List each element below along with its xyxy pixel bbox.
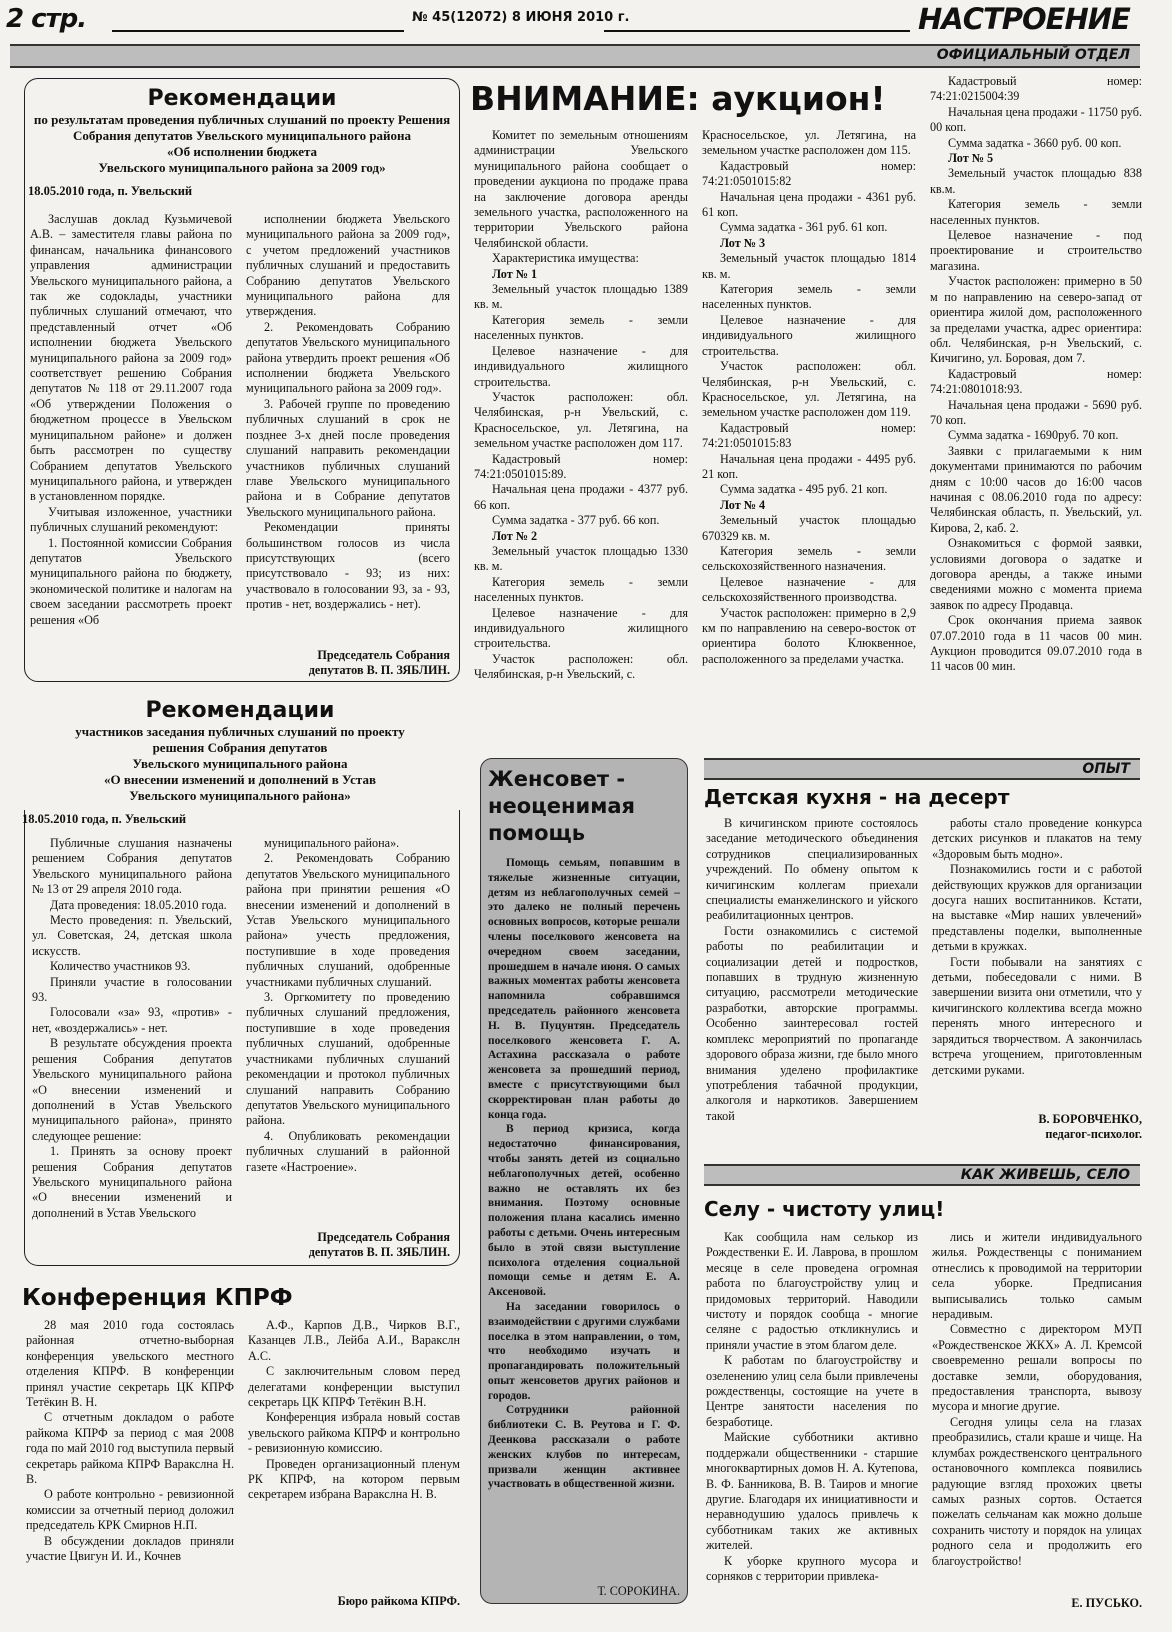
paragraph: Приняли участие в голосовании 93. <box>32 974 232 1005</box>
auction-col3 <box>930 74 1142 675</box>
auction-col1 <box>474 128 688 683</box>
paragraph: Гости побывали на занятиях с детьми, побеседовали с ними. В завершении визита они отметили, что у кичигинского коллектива всегда можно перенять много интересного и зарядиться творчеством. А закончилась встреча угощением, приготовленным детскими руками. <box>932 954 1142 1077</box>
paragraph: 3. Оргкомитету по проведению публичных слушаний предложения, поступившие в ходе проведения публичных слушаний, одобренные участниками публичных слушаний рекомендации и протокол публичных слушаний направить Собранию депутатов Увельского муниципального района. <box>246 990 450 1128</box>
paragraph: Кадастровый номер: 74:21:0501015:82 <box>702 158 916 189</box>
paragraph: Лот № 3 <box>720 235 766 250</box>
paragraph: Земельный участок площадью 670329 кв. м. <box>702 513 916 543</box>
paragraph: Лот № 4 <box>720 497 766 512</box>
paragraph: 3. Рабочей группе по проведению публичных слушаний в срок не позднее 3-х дней после проведения слушаний направить рекомендации участников публичных слушаний главе Увельского муниципального района и в Собрание депутатов Увельского муниципального района. <box>246 396 450 519</box>
opyt-bar: ОПЫТ <box>704 758 1140 780</box>
rec1-subtitle: по результатам проведения публичных слушаний по проекту Решения Собрания депутатов Увельского муниципального района «Об исполнении бюджета Увельского муниципального района за 2009 год» <box>33 112 451 175</box>
header-rule-left <box>112 30 404 32</box>
rec1-col1 <box>30 212 232 628</box>
paragraph: 1. Принять за основу проект решения Собрания депутатов Увельского муниципального района «О внесении изменений и дополнений в Устав Увельского <box>32 1144 232 1220</box>
paragraph: Дата проведения: 18.05.2010 года. <box>50 897 227 912</box>
paragraph: Категория земель - земли населенных пунктов. <box>930 197 1142 227</box>
opyt-title: Детская кухня - на десерт <box>704 785 1010 809</box>
kprf-col2 <box>248 1318 460 1503</box>
paragraph: Земельный участок площадью 838 кв.м. <box>930 166 1142 196</box>
selo-title: Селу - чистоту улиц! <box>704 1197 945 1221</box>
rec1-signature: Председатель Собрания депутатов В. П. ЗЯБЛИН. <box>308 648 450 677</box>
paragraph: Начальная цена продажи - 4377 руб. 66 коп. <box>474 482 688 512</box>
auction-col2 <box>702 128 916 667</box>
paragraph: Начальная цена продажи - 5690 руб. 70 коп. <box>930 397 1142 427</box>
header-rule-right <box>604 30 910 32</box>
zhensovet-signature: Т. СОРОКИНА. <box>597 1584 680 1598</box>
paragraph: К уборке крупного мусора и сорняков с территории привлека- <box>706 1553 918 1583</box>
section-title: ОФИЦИАЛЬНЫЙ ОТДЕЛ <box>936 47 1130 63</box>
selo-signature: Е. ПУСЬКО. <box>1071 1596 1142 1610</box>
rec2-title: Рекомендации <box>145 698 335 723</box>
paragraph: На заседании говорилось о взаимодействии с другими службами поселка в этом направлении, о том, что необходимо изучать и пропагандировать положительный опыт женсоветов других районов и городов. <box>488 1300 680 1402</box>
paragraph: Заслушав доклад Кузьмичевой А.В. – заместителя главы района по финансам, начальника финансового управления администрации Увельского муниципального района, а так же содоклады, участники публичных слушаний отмечают, что представленный отчет «Об исполнении бюджета Увельского муниципального района за 2009 год» соответствует решению Собрания депутатов № 118 от 29.11.2007 года «Об утверждении Положения о бюджетном процессе в Увельском муниципальном районе» и должен быть рассмотрен по существу Собранием депутатов Увельского муниципального района, и утвержден в установленном порядке. <box>30 212 232 504</box>
paragraph: Участок расположен: обл. Челябинская, р-н Увельский, с. <box>474 651 688 682</box>
paragraph: В период кризиса, когда недостаточно финансирования, чтобы занять детей из социально неблагополучных детей, особенно важно не оставлять их без внимания. Поэтому основные положения плана касались именно работы с детьми. Очень интересным было в этой связи выступление психолога отделения социальной помощи семье и детям Е. А. Аксеновой. <box>488 1123 680 1299</box>
paragraph: исполнении бюджета Увельского муниципального района за 2009 год», с учетом предложений участников публичных слушаний и предоставить Собранию депутатов Увельского муниципального района для утверждения. <box>246 212 450 319</box>
paragraph: Кадастровый номер: 74:21:0501015:89. <box>474 451 688 481</box>
paragraph: Целевое назначение - для индивидуального жилищного строительства. <box>474 605 688 651</box>
paragraph: А.Ф., Карпов Д.В., Чирков В.Г., Казанцев Л.В., Лейба А.И., Варакслн А.С. <box>248 1318 460 1363</box>
paragraph: 2. Рекомендовать Собранию депутатов Увельского муниципального района при принятии решения «О внесении изменений и дополнений в Устав Увельского муниципального района» учесть предложения, поступившие в ходе проведения публичных слушаний, одобренные участниками публичных слушаний. <box>246 851 450 989</box>
paragraph: Комитет по земельным отношениям администрации Увельского муниципального района сообщает о проведении аукциона по продаже права на заключение договора аренды земельного участка, расположенного на территории Увельского района Челябинской области. <box>474 128 688 250</box>
page-number: 2 стр. <box>6 4 87 34</box>
paragraph: Голосовали «за» 93, «против» - нет, «воздержались» - нет. <box>32 1005 232 1035</box>
paragraph: Сегодня улицы села на глазах преобразились, стали краше и чище. На клумбах рождественского центрального остановочного комплекса появились радующие взгляд прохожих цветы самых разных сортов. Остается пожелать сельчанам как можно дольше сохранить чистоту и порядок на улицах родного села и продолжить его благоустройство! <box>932 1414 1142 1568</box>
kprf-title: Конференция КПРФ <box>22 1285 293 1311</box>
paragraph: Рекомендации приняты большинством голосов из числа присутствующих (всего присутствовало - 93; из них: участвовало в голосовании 93, за - 93, против - нет, воздержались - нет). <box>246 520 450 612</box>
paragraph: Участок расположен: примерно в 2,9 км по направлению на северо-восток от ориентира болото Клюквенное, расположенного за пределами участка. <box>702 605 916 666</box>
rec1-col2 <box>246 212 450 613</box>
selo-col1 <box>706 1230 918 1584</box>
paragraph: В обсуждении докладов приняли участие Цвигун И. И., Кочнев <box>26 1533 234 1564</box>
opyt-col1 <box>706 816 918 1124</box>
paragraph: Проведен организационный пленум РК КПРФ, на котором первым секретарем избрана Варакслна Н. В. <box>248 1456 460 1502</box>
paragraph: Сотрудники районной библиотеки С. В. Реутова и Г. Ф. Деенкова рассказали о работе женских клубов по интересам, призвали женщин активнее участвовать в общественной жизни. <box>488 1404 680 1491</box>
rec2-col2 <box>246 836 450 1175</box>
paragraph: Участок расположен: обл. Челябинская, р-н Увельский, с. Красносельское, ул. Летягина, на земельном участке расположен дом 119. <box>702 359 916 420</box>
paragraph: Помощь семьям, попавшим в тяжелые жизненные ситуации, детям из неблагополучных семей – это далеко не полный перечень основных вопросов, которые решали члены поселкового женсовета на очередном своем заседании, прошедшем в начале июня. О самых важных моментах работы женсовета напомнила собравшимся председатель районного женсовета Н. В. Пуцунтян. Председатель поселкового женсовета Г. А. Астахина рассказала о работе женсовета за прошедший период, вместе с присутствующими был скорректирован план работы до конца года. <box>488 857 680 1121</box>
paragraph: Кадастровый номер: 74:21:0501015:83 <box>702 420 916 451</box>
rec2-signature: Председатель Собрания депутатов В. П. ЗЯБЛИН. <box>308 1230 450 1259</box>
paragraph: Сумма задатка - 1690руб. 70 коп. <box>948 428 1119 443</box>
paragraph: Земельный участок площадью 1814 кв. м. <box>702 251 916 281</box>
paragraph: лись и жители индивидуального жилья. Рождественцы с пониманием отнеслись к проводимой на территории села уборке. Предписания выписывались только самым нерадивым. <box>932 1230 1142 1322</box>
rec2-subtitle: участников заседания публичных слушаний по проекту решения Собрания депутатов Увельского муниципального района «О внесении изменений и дополнений в Устав Увельского муниципального района» <box>75 724 405 803</box>
paragraph: Характеристика имущества: <box>492 251 639 266</box>
paragraph: Красносельское, ул. Летягина, на земельном участке расположен дом 115. <box>702 128 916 158</box>
paragraph: Лот № 1 <box>492 266 538 281</box>
paragraph: Конференция избрала новый состав увельского райкома КПРФ и контрольно - ревизионную комиссию. <box>248 1410 460 1456</box>
rec1-title: Рекомендации <box>147 86 337 111</box>
section-bar <box>10 44 1140 68</box>
opyt-signature: В. БОРОВЧЕНКО, педагог-психолог. <box>1038 1112 1142 1141</box>
paragraph: Сумма задатка - 377 руб. 66 коп. <box>492 513 660 528</box>
paragraph: Срок окончания приема заявок 07.07.2010 года в 11 часов 00 мин. Аукцион проводится 09.07.2010 года в 11 часов 00 мин. <box>930 613 1142 674</box>
rec1-dateline: 18.05.2010 года, п. Увельский <box>28 184 193 198</box>
paragraph: Ознакомиться с формой заявки, условиями договора о задатке и договора аренды, а также иными сведениями можно с момента приема заявок по адресу Продавца. <box>930 536 1142 612</box>
paragraph: Участок расположен: обл. Челябинская, р-н Увельский, с. Красносельское, ул. Летягина, на земельном участке расположен дом 117. <box>474 389 688 451</box>
paragraph: работы стало проведение конкурса детских рисунков и плакатов на тему «Здоровым быть модно». <box>932 816 1142 861</box>
opyt-col2 <box>932 816 1142 1078</box>
paragraph: Сумма задатка - 495 руб. 21 коп. <box>720 482 888 497</box>
paragraph: К работам по благоустройству и озеленению улиц села были привлечены рождественцы, состоящие на учете в Центре занятости населения по безработице. <box>706 1353 918 1429</box>
paragraph: Начальная цена продажи - 4495 руб. 21 коп. <box>702 451 916 481</box>
paragraph: Кадастровый номер: 74:21:0801018:93. <box>930 366 1142 397</box>
selo-col2 <box>932 1230 1142 1569</box>
paragraph: Категория земель - земли сельскохозяйственного назначения. <box>702 543 916 574</box>
paragraph: 2. Рекомендовать Собранию депутатов Увельского муниципального района утвердить проект решения «Об исполнении бюджета Увельского муниципального района за 2009 год». <box>246 319 450 396</box>
paragraph: Целевое назначение - для индивидуального жилищного строительства. <box>474 343 688 389</box>
paragraph: Учитывая изложенное, участники публичных слушаний рекомендуют: <box>30 504 232 535</box>
paragraph: Категория земель - земли населенных пунктов. <box>702 282 916 312</box>
paragraph: Сумма задатка - 361 руб. 61 коп. <box>720 220 888 235</box>
zhensovet-title: Женсовет - неоценимая помощь <box>488 767 636 845</box>
paragraph: 28 мая 2010 года состоялась районная отчетно-выборная конференция увельского местного отделения КПРФ. В конференции принял участие секретарь ЦК КПРФ Тетёкин В. Н. <box>26 1318 234 1410</box>
kprf-signature: Бюро райкома КПРФ. <box>337 1594 460 1608</box>
paragraph: Начальная цена продажи - 4361 руб. 61 коп. <box>702 189 916 220</box>
paragraph: Земельный участок площадью 1389 кв. м. <box>474 282 688 312</box>
paragraph: Майские субботники активно поддержали общественники - старшие многоквартирных домов Н. А. Кутепова, В. Ф. Банникова, В. В. Таиров и многие другие. Благодаря их инициативности и неравнодушию удалось привлечь к субботникам таких же активных жителей. <box>706 1430 918 1553</box>
paragraph: Целевое назначение - для индивидуального жилищного строительства. <box>702 312 916 358</box>
paragraph: В результате обсуждения проекта решения Собрания депутатов Увельского муниципального района «О внесении изменений и дополнений в Устав Увельского муниципального района», принято следующее решение: <box>32 1036 232 1143</box>
zhensovet-text <box>488 856 680 1492</box>
paper-name: НАСТРОЕНИЕ <box>918 2 1130 36</box>
paragraph: Земельный участок площадью 1330 кв. м. <box>474 543 688 574</box>
paragraph: В кичигинском приюте состоялось заседание методического объединения сотрудников специализированных учреждений. По обмену опытом к кичигинским коллегам приехали специалисты еманжелинского и уйского реабилитационных центров. <box>706 816 918 923</box>
paragraph: Участок расположен: примерно в 50 м по направлению на северо-запад от ориентира жилой дом, расположенного за пределами участка, адрес ориентира: обл. Челябинская, р-н Увельский, с. Кичигино, ул. Боровая, дом 7. <box>930 274 1142 366</box>
paragraph: 4. Опубликовать рекомендации публичных слушаний в районной газете «Настроение». <box>246 1128 450 1174</box>
paragraph: Как сообщила нам селькор из Рождественки Е. И. Лаврова, в прошлом месяце в селе проведена огромная работа по благоустройству улиц и придомовых территорий. Наводили чистоту и порядок сообща - многие селяне с радостью откликнулись и приняли участие в этом благом деле. <box>706 1230 918 1352</box>
kprf-col1 <box>26 1318 234 1565</box>
issue-number: № 45(12072) 8 ИЮНЯ 2010 г. <box>412 10 630 25</box>
paragraph: Заявки с прилагаемыми к ним документами принимаются по рабочим дням с 10:00 часов до 16:00 часов начиная с 08.06.2010 года по адресу: Челябинская область, п. Увельский, ул. Кирова, 2, каб. 2. <box>930 443 1142 535</box>
paragraph: Лот № 2 <box>492 528 538 543</box>
paragraph: Публичные слушания назначены решением Собрания депутатов Увельского муниципального района № 13 от 29 апреля 2010 года. <box>32 836 232 897</box>
paragraph: 1. Постоянной комиссии Собрания депутатов Увельского муниципального района по бюджету, экономической политике и налогам на своем заседании рассмотреть проект решения «Об <box>30 535 232 627</box>
paragraph: Место проведения: п. Увельский, ул. Советская, 24, детская школа искусств. <box>32 913 232 958</box>
paragraph: муниципального района». <box>264 836 400 850</box>
auction-title: ВНИМАНИЕ: аукцион! <box>470 79 886 118</box>
selo-bar: КАК ЖИВЕШЬ, СЕЛО <box>704 1164 1140 1186</box>
paragraph: Лот № 5 <box>948 151 994 166</box>
paragraph: Начальная цена продажи - 11750 руб. 00 коп. <box>930 104 1142 135</box>
paragraph: Кадастровый номер: 74:21:0215004:39 <box>930 74 1142 104</box>
paragraph: Познакомились гости и с работой действующих кружков для организации досуга наших воспитанников. Кстати, на выставке «Мир наших увлечений» представлены поделки, выполненные детьми в кружках. <box>932 862 1142 954</box>
paragraph: Категория земель - земли населенных пунктов. <box>474 312 688 343</box>
paragraph: Сумма задатка - 3660 руб. 00 коп. <box>948 135 1122 150</box>
paragraph: О работе контрольно - ревизионной комиссии за отчетный период доложил председатель КРК Смирнов Н.П. <box>26 1487 234 1533</box>
paragraph: Количество участников 93. <box>50 959 191 974</box>
paragraph: Целевое назначение - под проектирование и строительство магазина. <box>930 228 1142 273</box>
paragraph: Совместно с директором МУП «Рождественское ЖКХ» А. Л. Кремсой своевременно решали вопросы по доставке земли, оборудования, предоставления транспорта, вывозу мусора и многие другие. <box>932 1322 1142 1414</box>
paragraph: С отчетным докладом о работе райкома КПРФ за период с мая 2008 года по май 2010 год выступила первый секретарь райкома КПРФ Варакслна Н. В. <box>26 1410 234 1487</box>
paragraph: Гости ознакомились с системой работы по реабилитации и социализации детей и подростков, попавших в трудную жизненную ситуацию, рассмотрели методические разработки, авторские программы. Особенно заинтересовал гостей комплекс мероприятий по пропаганде здорового образа жизни, где было много внимания уделено профилактике употребления табачной продукции, алкоголя и наркотиков. Завершением такой <box>706 923 918 1123</box>
paragraph: С заключительным словом перед делегатами конференции выступил секретарь ЦК КПРФ Тетёкин В.Н. <box>248 1364 460 1410</box>
paragraph: Категория земель - земли населенных пунктов. <box>474 574 688 605</box>
rec2-col1 <box>32 836 232 1221</box>
paragraph: Целевое назначение - для сельскохозяйственного производства. <box>702 574 916 605</box>
rec2-dateline: 18.05.2010 года, п. Увельский <box>22 812 187 826</box>
